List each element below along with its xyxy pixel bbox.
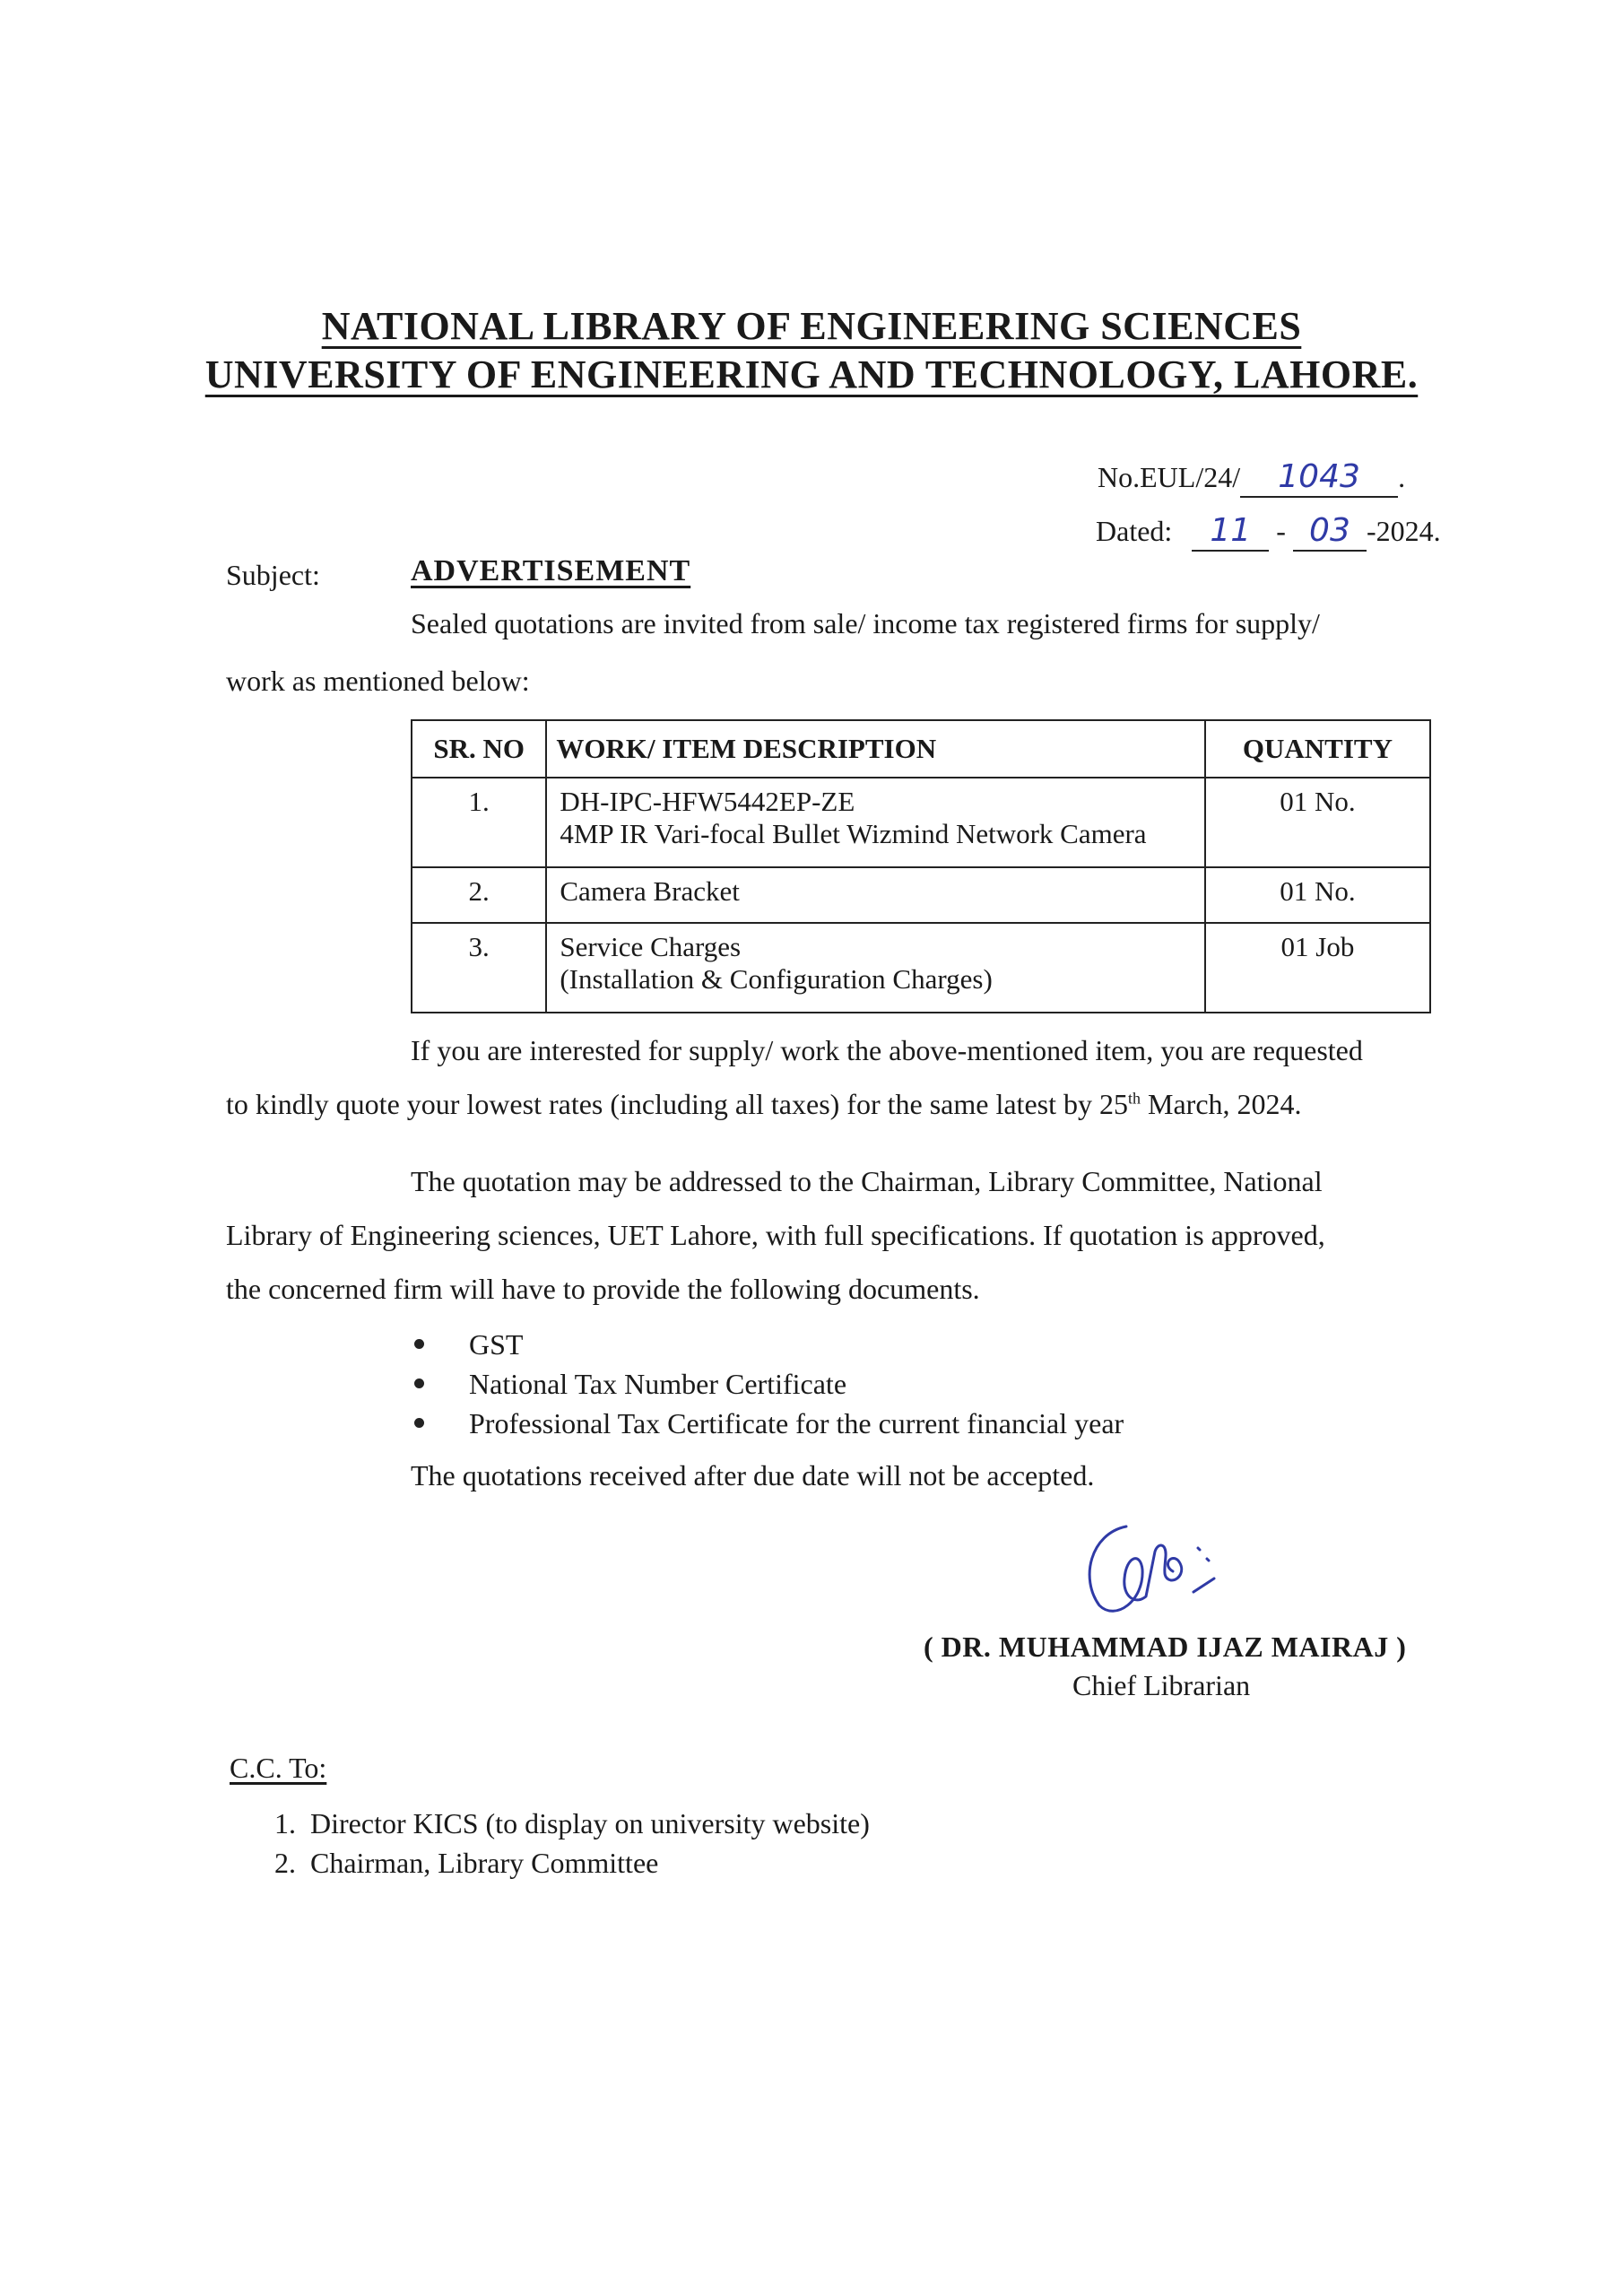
- header-description: WORK/ ITEM DESCRIPTION: [546, 720, 1205, 778]
- row-sr: 3.: [412, 923, 546, 1013]
- bullet-icon: [414, 1339, 424, 1349]
- subject-label: Subject:: [226, 559, 320, 591]
- para2-line1: The quotation may be addressed to the Chairman, Library Committee, National: [411, 1165, 1323, 1197]
- list-item: [411, 1406, 1124, 1446]
- list-item: 2. Chairman, Library Committee: [274, 1847, 659, 1879]
- signature-mark: [1072, 1516, 1225, 1623]
- bullet-icon: [414, 1378, 424, 1388]
- intro-line1: Sealed quotations are invited from sale/ income tax registered firms for supply/: [411, 607, 1320, 639]
- signatory-title: Chief Librarian: [1072, 1669, 1251, 1701]
- closing-line: The quotations received after due date will not be accepted.: [411, 1459, 1095, 1492]
- para2-line2: Library of Engineering sciences, UET Lahore, with full specifications. If quotation is approved,: [226, 1219, 1325, 1251]
- para1-line2-end: March, 2024.: [1141, 1088, 1302, 1120]
- cc-label: C.C. To:: [230, 1752, 327, 1784]
- row-quantity: 01 No.: [1205, 867, 1430, 923]
- document-label: National Tax Number Certificate: [469, 1368, 847, 1400]
- list-item: [411, 1367, 1124, 1406]
- month-blank: [1293, 511, 1367, 552]
- para1-superscript: th: [1127, 1089, 1141, 1108]
- signatory-name: ( DR. MUHAMMAD IJAZ MAIRAJ ): [924, 1631, 1407, 1663]
- day-blank: [1192, 511, 1269, 552]
- day-handwritten: 11: [1210, 512, 1252, 549]
- table-header-row: [412, 720, 1430, 778]
- table-row: [412, 867, 1430, 923]
- reference-number-handwritten: 1043: [1278, 458, 1360, 495]
- para1-line1: If you are interested for supply/ work the above-mentioned item, you are requested: [411, 1034, 1363, 1066]
- cc-list: [274, 1806, 870, 1885]
- para1-line2-text: to kindly quote your lowest rates (including all taxes) for the same latest by 25: [226, 1088, 1128, 1120]
- para1-line2: [226, 1087, 1302, 1121]
- row-description-line1: Camera Bracket: [560, 875, 740, 907]
- row-description-line2: 4MP IR Vari-focal Bullet Wizmind Network Camera: [560, 818, 1147, 849]
- reference-number-blank: [1240, 457, 1398, 498]
- row-description-line1: DH-IPC-HFW5442EP-ZE: [560, 786, 855, 817]
- row-description-line1: Service Charges: [560, 931, 742, 962]
- intro-line2: work as mentioned below:: [226, 665, 530, 697]
- row-description: [546, 778, 1205, 867]
- reference-suffix: .: [1398, 461, 1406, 493]
- document-label: Professional Tax Certificate for the current financial year: [469, 1407, 1124, 1439]
- date-separator: -: [1276, 515, 1286, 547]
- bullet-icon: [414, 1418, 424, 1428]
- row-quantity: 01 No.: [1205, 778, 1430, 867]
- row-sr: 2.: [412, 867, 546, 923]
- row-sr: 1.: [412, 778, 546, 867]
- reference-number: [1098, 457, 1405, 498]
- header-institution: [0, 303, 1623, 349]
- subject-title: ADVERTISEMENT: [411, 554, 691, 587]
- header-line2: UNIVERSITY OF ENGINEERING AND TECHNOLOGY, LAHORE.: [204, 352, 1419, 396]
- para2-line3: the concerned firm will have to provide the following documents.: [226, 1273, 980, 1305]
- document-label: GST: [469, 1328, 524, 1361]
- header-sr-no: SR. NO: [412, 720, 546, 778]
- reference-prefix: No.EUL/24/: [1098, 461, 1241, 493]
- documents-list: [411, 1327, 1124, 1446]
- table-row: [412, 923, 1430, 1013]
- year-suffix: -2024.: [1366, 515, 1441, 547]
- list-item: [411, 1327, 1124, 1367]
- list-item: 1. Director KICS (to display on university website): [274, 1807, 870, 1839]
- row-description: [546, 923, 1205, 1013]
- header-university: [0, 352, 1623, 397]
- row-description-line2: (Installation & Configuration Charges): [560, 963, 993, 995]
- month-handwritten: 03: [1309, 512, 1350, 549]
- header-line1: NATIONAL LIBRARY OF ENGINEERING SCIENCES: [321, 304, 1302, 348]
- items-table: [411, 719, 1431, 1013]
- dated-label: Dated:: [1096, 515, 1173, 547]
- row-quantity: 01 Job: [1205, 923, 1430, 1013]
- row-description: [546, 867, 1205, 923]
- header-quantity: QUANTITY: [1205, 720, 1430, 778]
- reference-date: [1096, 511, 1441, 552]
- table-row: [412, 778, 1430, 867]
